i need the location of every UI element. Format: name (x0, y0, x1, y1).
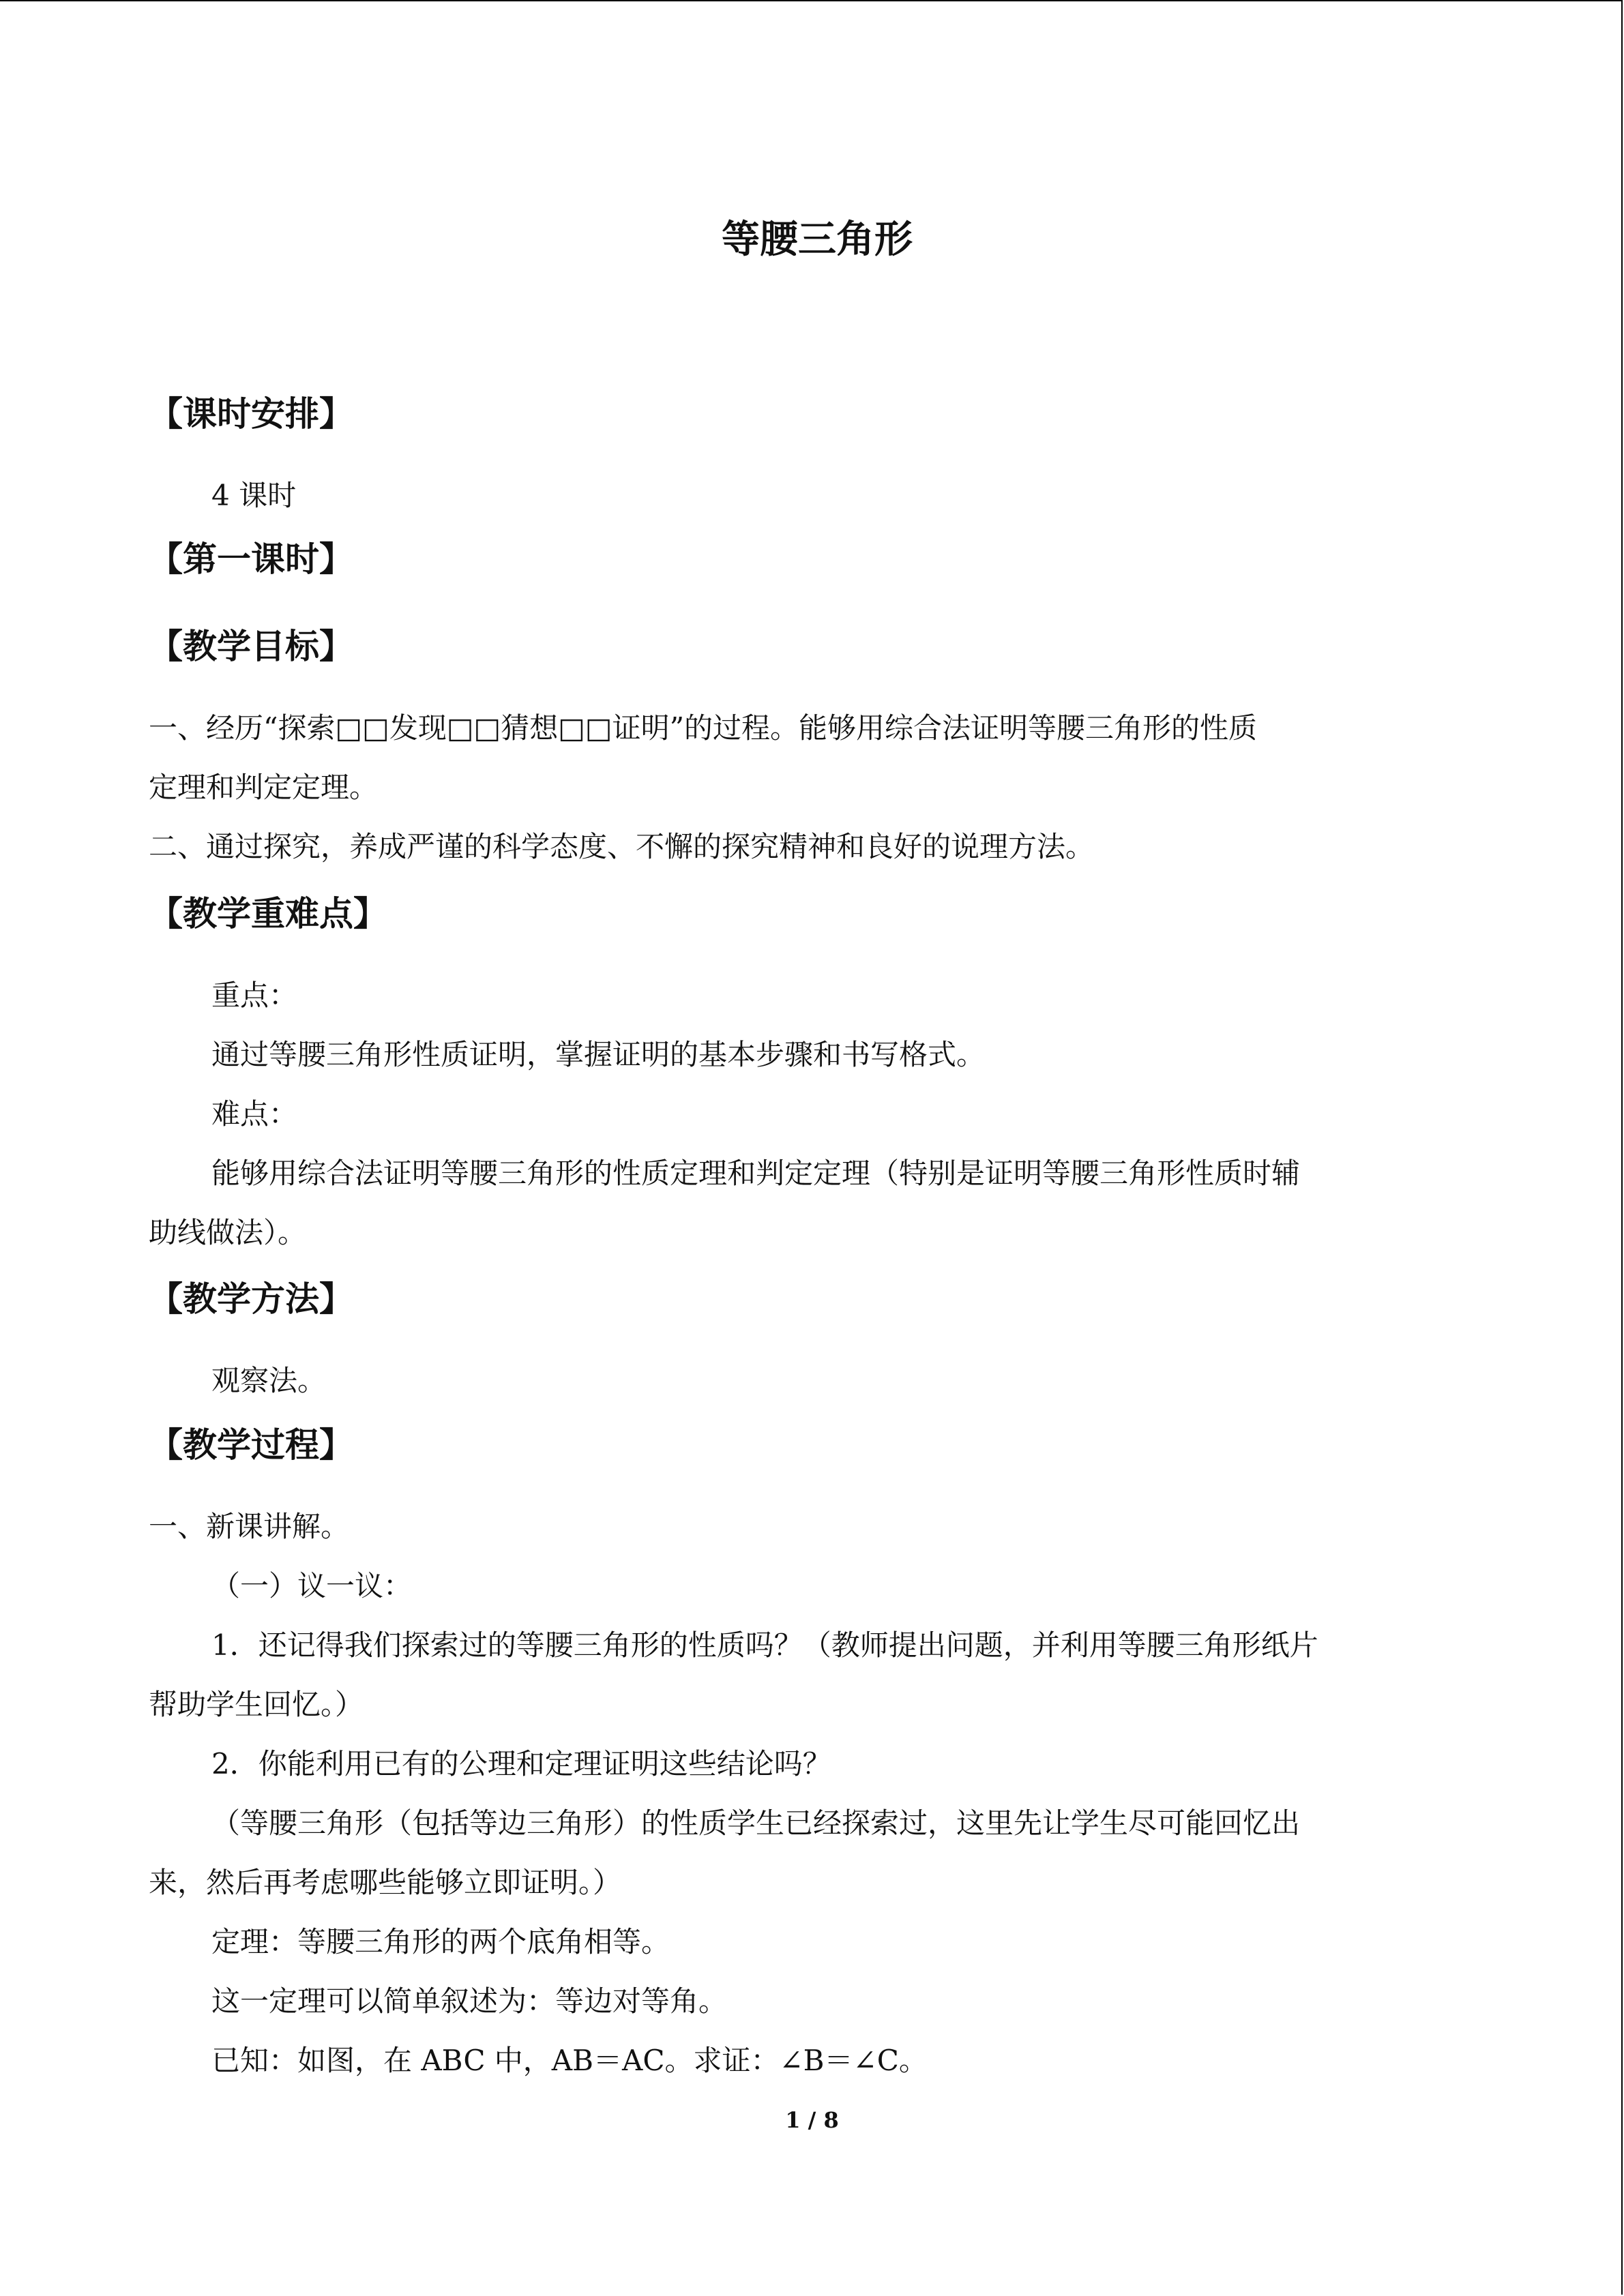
theorem-text: 定理：等腰三角形的两个底角相等。 (211, 1925, 670, 1958)
heading-method: 【教学方法】 (149, 1279, 353, 1319)
note-line1: （等腰三角形（包括等边三角形）的性质学生已经探索过，这里先让学生尽可能回忆出 (211, 1806, 1301, 1840)
theorem-short: 这一定理可以简单叙述为：等边对等角。 (211, 1984, 728, 2018)
objective-1-line1: 一、经历“探索□□发现□□猜想□□证明”的过程。能够用综合法证明等腰三角形的性质 (149, 711, 1258, 745)
process-sub-1: （一）议一议： (211, 1569, 413, 1602)
question-1-line1: 1．还记得我们探索过的等腰三角形的性质吗？（教师提出问题，并利用等腰三角形纸片 (211, 1628, 1318, 1662)
heading-process: 【教学过程】 (149, 1425, 353, 1465)
question-1-line2: 帮助学生回忆。） (149, 1688, 364, 1721)
heading-schedule: 【课时安排】 (149, 394, 353, 434)
schedule-text: 4 课时 (211, 479, 297, 512)
method-text: 观察法。 (211, 1364, 327, 1397)
heading-keypoints: 【教学重难点】 (149, 894, 387, 934)
question-2: 2．你能利用已有的公理和定理证明这些结论吗？ (211, 1747, 831, 1780)
page-number: 1 / 8 (785, 2107, 839, 2133)
difficulty-line1: 能够用综合法证明等腰三角形的性质定理和判定定理（特别是证明等腰三角形性质时辅 (211, 1157, 1301, 1190)
heading-objectives: 【教学目标】 (149, 627, 353, 666)
document-title: 等腰三角形 (722, 218, 913, 262)
process-step-1: 一、新课讲解。 (149, 1510, 350, 1543)
key-label: 重点： (211, 979, 298, 1012)
objective-2: 二、通过探究，养成严谨的科学态度、不懈的探究精神和良好的说理方法。 (149, 830, 1095, 863)
given-statement: 已知：如图，在 ABC 中，AB＝AC。求证：∠B＝∠C。 (211, 2044, 928, 2077)
objective-1-line2: 定理和判定定理。 (149, 771, 379, 804)
difficulty-line2: 助线做法）。 (149, 1216, 307, 1249)
key-text: 通过等腰三角形性质证明，掌握证明的基本步骤和书写格式。 (211, 1038, 986, 1071)
note-line2: 来，然后再考虑哪些能够立即证明。） (149, 1866, 622, 1899)
heading-lesson1: 【第一课时】 (149, 539, 353, 579)
difficulty-label: 难点： (211, 1097, 298, 1131)
